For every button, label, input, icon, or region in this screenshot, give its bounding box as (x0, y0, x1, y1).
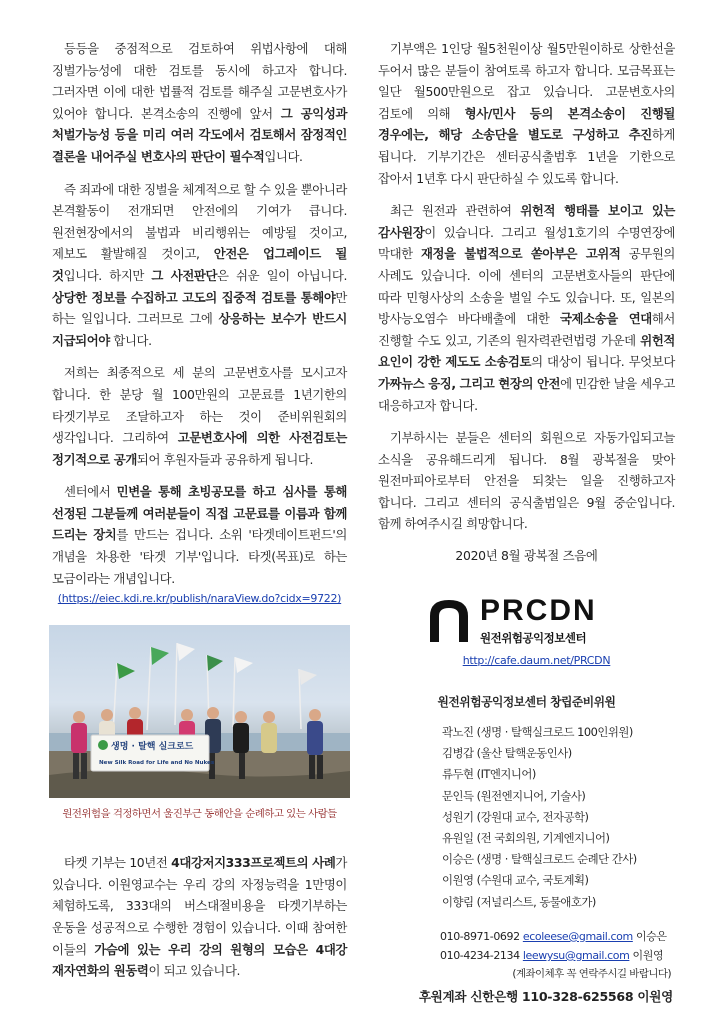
text-run: 등등을 중점적으로 검토하여 위법사항에 대해 징벌가능성에 대한 검토를 동시에 하고자 합니다. 그러자면 이에 대한 법률적 검토를 해주실 고문변호사가 있어야 합니다. 본격소송의 진행에 앞서 (52, 41, 347, 121)
body-paragraph (378, 200, 675, 416)
logo-subtitle: 원전위험공익정보센터 (480, 631, 587, 646)
cafe-link[interactable]: http://cafe.daum.net/PRCDN (462, 654, 611, 668)
text-run: 입니다. 하지만 (63, 267, 152, 283)
text-run: 이 되고 있습니다. (148, 963, 241, 979)
logo-title: PRCDN (480, 594, 597, 628)
emphasis-text: 상당한 정보를 수집하고 고도의 집중적 검토를 통해야 (52, 289, 336, 305)
emphasis-text: 국제소송을 연대 (559, 311, 652, 327)
contact-phone: 010-4234-2134 (440, 948, 520, 962)
emphasis-text: 가짜뉴스 응징, 그리고 현장의 안전 (378, 375, 561, 391)
text-run: 에 민감한 날을 세우고 대응하고자 합니다. (378, 375, 675, 413)
right-column (378, 38, 675, 1005)
pilgrimage-photo-illustration (49, 625, 350, 798)
body-paragraph (52, 481, 347, 589)
contact-email[interactable]: leewysu@gmail.com (522, 948, 630, 962)
member-item: 문인득 (원전엔지니어, 기술사) (442, 788, 586, 803)
contact-phone: 010-8971-0692 (440, 929, 520, 943)
contact-line (440, 946, 675, 965)
issue-date: 2020년 8월 광복절 즈음에 (455, 548, 598, 564)
text-run: 센터에서 (64, 484, 117, 500)
emphasis-text: 재정을 불법적으로 쏟아부은 고위적 (420, 246, 621, 262)
member-item: 김병갑 (울산 탈핵운동인사) (442, 746, 572, 761)
emphasis-text: 위헌적 행태를 보이고 있는 감사원장 (378, 203, 675, 240)
text-run: 하게 됩니다. 기부기간은 센터공식출범후 1년을 기한으로 잡아서 1년후 다시 판단하실 수 있도록 합니다. (378, 127, 675, 186)
text-run: 되어 후원자들과 공유하게 됩니다. (136, 451, 314, 467)
emphasis-text: 4대강저지333프로젝트의 사례 (171, 855, 336, 871)
text-run: 합니다. (109, 332, 152, 348)
banner-title: 생명 · 탈핵 실크로드 (111, 742, 194, 753)
member-item: 곽노진 (생명 · 탈핵실크로드 100인위원) (442, 725, 633, 740)
contact-line (440, 927, 675, 946)
text-run: 기부액은 1인당 월5천원이상 월5만원이하로 상한선을 두어서 많은 분들이 참여토록 하고자 합니다. 모금목표는 일단 월500만원으로 잡고 있습니다. 고문변호사의 검토에 의해 (378, 41, 675, 121)
member-item: 류두현 (IT엔지니어) (442, 767, 536, 782)
text-run: 의 대상이 됩니다. 무엇보다 (531, 354, 675, 370)
text-run: 즉 죄과에 대한 징벌을 체계적으로 할 수 있을 뿐아니라 본격활동이 전개되면 안전에의 기여가 큽니다. 원전현장에서의 불법과 비리행위는 예방될 것이고, 제보도 활발해질 것이고, (52, 181, 347, 262)
contact-block (440, 927, 675, 965)
emphasis-text: 형사/민사 등의 본격소송이 진행될 경우에는, 해당 소송단을 별도로 구성하고 추진 (378, 105, 675, 143)
reference-url (52, 591, 347, 607)
member-item: 성원기 (강원대 교수, 전자공학) (442, 809, 589, 824)
member-item: 유원일 (전 국회의원, 기계엔지니어) (442, 831, 610, 846)
body-paragraph (378, 38, 675, 189)
reference-link[interactable]: (https://eiec.kdi.re.kr/publish/naraView.do?cidx=9722) (57, 592, 342, 606)
emphasis-text: 그 사전판단 (151, 267, 218, 283)
text-run: 공무원의 사례도 있습니다. 이에 센터의 고문변호사들의 판단에 따라 민형사상의 소송을 벌일 수도 있습니다. 또, 일본의 방사능오염수 바다배출에 대한 (378, 246, 675, 327)
text-run: 만 하는 일입니다. 그러므로 그에 (52, 289, 347, 327)
body-paragraph (52, 179, 347, 352)
contact-name: 이승은 (635, 929, 667, 943)
text-run: 타켓 기부는 10년전 (64, 855, 172, 871)
text-run: 를 만드는 겁니다. 소위 '타겟데이트펀드'의 개념을 차용한 '타겟 기부'입니다. 타겟(목표)로 하는 모금이라는 개념입니다. (52, 527, 348, 586)
body-paragraph (52, 362, 347, 470)
text-run: 이 있습니다. 그리고 월성1호기의 수명연장에 막대한 (378, 224, 675, 262)
contact-note: (계좌이체후 꼭 연락주시길 바랍니다) (512, 967, 671, 980)
emphasis-text: 그 공익성과 처벌가능성 등을 미리 여러 각도에서 검토해서 잠정적인 결론을 내어주실 변호사의 판단이 필수적 (52, 105, 348, 164)
body-paragraph (52, 38, 347, 168)
text-run: 최근 원전과 관련하여 (390, 203, 521, 219)
cafe-url (398, 654, 675, 667)
member-item: 이원영 (수원대 교수, 국토계획) (442, 873, 589, 888)
text-run: 입니다. (264, 148, 303, 164)
contact-name: 이원영 (632, 948, 664, 962)
text-run: 해서 진행할 수도 있고, 기존의 원자력관련법령 가운데 (378, 311, 675, 348)
emphasis-text: 민변을 통해 초빙공모를 하고 심사를 통해 선정된 그분들께 여러분들이 직접 고문료를 이름과 함께 드리는 장치 (52, 484, 347, 543)
body-paragraph (52, 852, 347, 982)
donation-account: 후원계좌 신한은행 110-328-625568 이원영 (418, 988, 673, 1004)
emphasis-text: 상응하는 보수가 반드시 지급되어야 (52, 311, 347, 348)
contact-email[interactable]: ecoleese@gmail.com (522, 929, 633, 943)
committee-title: 원전위험공익정보센터 창립준비위원 (437, 695, 616, 710)
emphasis-text: 가슴에 있는 우리 강의 원형의 모습은 4대강 재자연화의 원동력 (52, 941, 348, 979)
left-column (52, 38, 347, 993)
member-item: 이향림 (저널리스트, 동물애호가) (442, 894, 596, 909)
emphasis-text: 위헌적 요인이 강한 제도도 소송검토 (378, 332, 675, 370)
photo-caption: 원전위험을 걱정하면서 울진부근 동해안을 순례하고 있는 사람들 (62, 808, 337, 821)
banner-subtitle: New Silk Road for Life and No Nukes (99, 760, 215, 767)
text-run: 저희는 최종적으로 세 분의 고문변호사를 모시고자 합니다. 한 분당 월 100만원의 고문료를 1년기한의 타겟기부로 조달하고자 하는 것이 준비위원회의 생각입니다. 그리하여 (52, 365, 347, 446)
pilgrimage-photo (49, 625, 350, 798)
text-run: 기부하시는 분들은 센터의 회원으로 자동가입되고늘 소식을 공유해드리게 됩니다. 8월 광복절을 맞아 원전마피아로부터 안전을 되찾는 일을 진행하고자 합니다. 그리고 센터의 공식출범일은 9월 중순입니다. 함께 하여주시길 희망합니다. (378, 430, 675, 532)
arch-logo-icon (426, 596, 472, 644)
text-run: 가 있습니다. 이원영교수는 우리 강의 자정능력을 1만명이 체험하도록, 333대의 버스대절비용을 타겟기부하는 운동을 성공적으로 수행한 경험이 있습니다. 이때 참여한 이들의 (52, 855, 347, 957)
member-item: 이승은 (생명 · 탈핵실크로드 순례단 간사) (442, 852, 637, 867)
logo-text (480, 596, 597, 646)
emphasis-text: 고문변호사에 의한 사전검토는 정기적으로 공개 (52, 430, 347, 467)
emphasis-text: 안전은 업그레이드 될 것 (52, 246, 347, 283)
member-list (442, 722, 675, 913)
text-run: 은 쉬운 일이 아닙니다. (217, 267, 347, 283)
prcdn-logo (426, 596, 675, 646)
body-paragraph (378, 427, 675, 535)
